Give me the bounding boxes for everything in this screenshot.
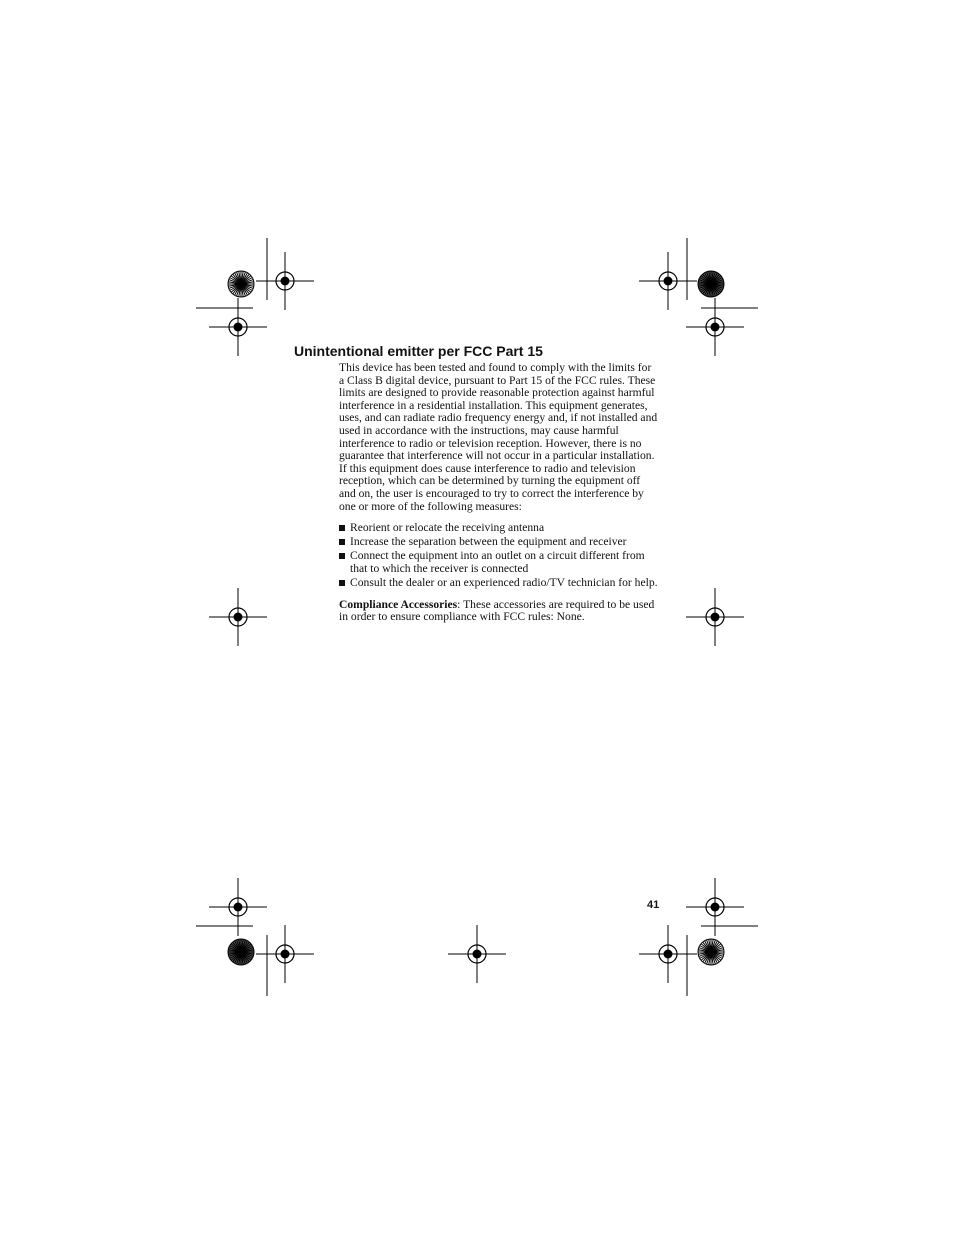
bullet-square-icon: [339, 553, 345, 559]
registration-center-icon: [473, 950, 482, 959]
page-number: 41: [647, 899, 660, 911]
list-item: Reorient or relocate the receiving antenna: [339, 522, 659, 535]
registration-center-icon: [234, 323, 243, 332]
section-body: [339, 362, 659, 624]
compliance-text: : These accessories are required to be used in order to ensure compliance with FCC rules: None.: [339, 597, 655, 624]
registration-center-icon: [234, 903, 243, 912]
section-heading: Unintentional emitter per FCC Part 15: [294, 343, 543, 359]
registration-center-icon: [711, 903, 720, 912]
registration-center-icon: [281, 277, 290, 286]
compliance-label: Compliance Accessories: [339, 597, 458, 611]
list-item: Consult the dealer or an experienced radio/TV technician for help.: [339, 577, 659, 590]
list-item: Connect the equipment into an outlet on a circuit different from that to which the receiver is connected: [339, 550, 659, 575]
registration-center-icon: [664, 277, 673, 286]
registration-center-icon: [234, 613, 243, 622]
compliance-paragraph: [339, 599, 659, 624]
registration-center-icon: [281, 950, 290, 959]
bullet-square-icon: [339, 525, 345, 531]
registration-center-icon: [711, 323, 720, 332]
bullet-square-icon: [339, 539, 345, 545]
registration-center-icon: [664, 950, 673, 959]
registration-center-icon: [711, 613, 720, 622]
list-item: Increase the separation between the equipment and receiver: [339, 536, 659, 549]
measures-list: [339, 522, 659, 589]
intro-paragraph: This device has been tested and found to comply with the limits for a Class B digital device, pursuant to Part 15 of the FCC rules. These limits are designed to provide reasonable protection against harmful interference in a residential installation. This equipment generates, uses, and can radiate radio frequency energy and, if not installed and used in accordance with the instructions, may cause harmful interference to radio or television reception. However, there is no guarantee that interference will not occur in a particular installation. If this equipment does cause interference to radio and television reception, which can be determined by turning the equipment off and on, the user is encouraged to try to correct the interference by one or more of the following measures:: [339, 361, 658, 513]
bullet-square-icon: [339, 580, 345, 586]
